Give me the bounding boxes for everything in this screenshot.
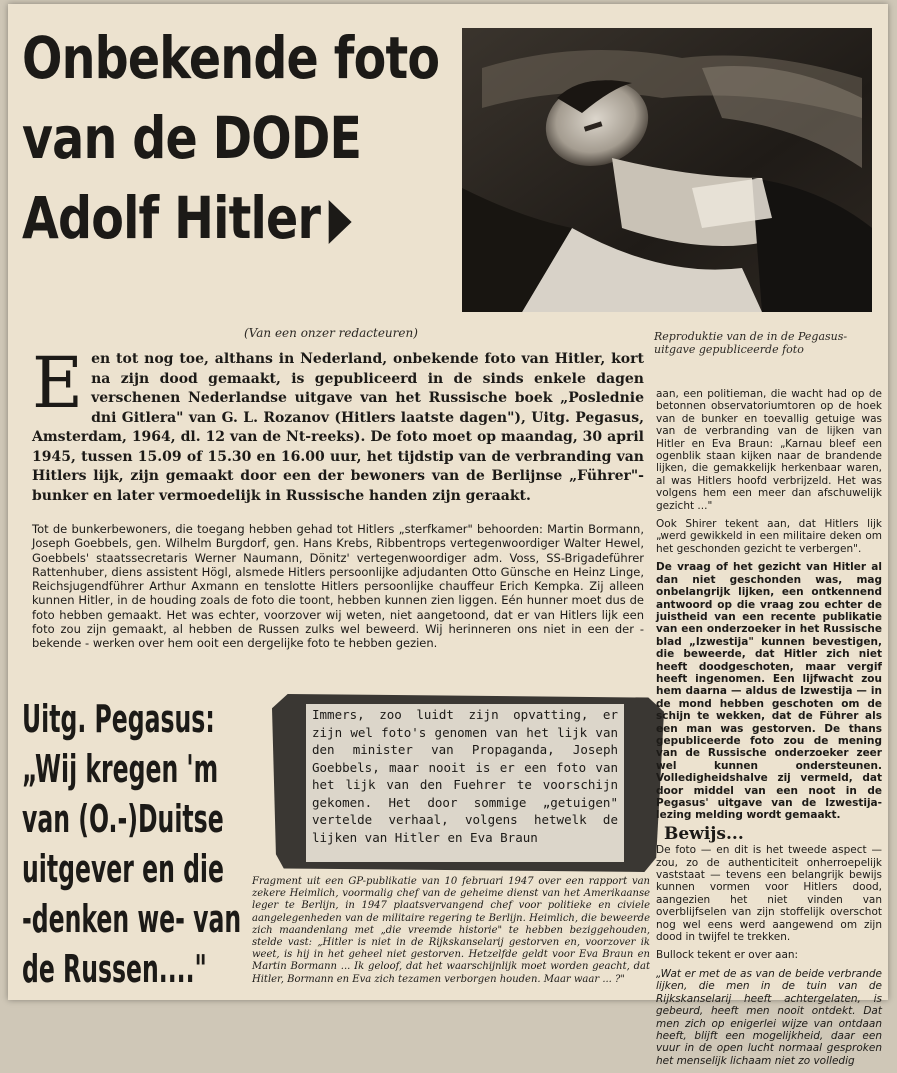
sub-headline-line-6: de Russen...."	[22, 947, 207, 991]
sub-headline-line-3: van (O.-)Duitse	[22, 797, 224, 841]
headline-line-2: van de DODE	[22, 104, 362, 172]
right-column	[656, 388, 882, 1073]
photo-illustration	[462, 28, 872, 312]
sub-headline-line-2: „Wij kregen 'm	[22, 747, 219, 791]
sub-headline-line-4: uitgever en die	[22, 847, 224, 891]
lead-paragraph	[32, 342, 644, 506]
headline	[22, 18, 440, 258]
sub-headline-line-1: Uitg. Pegasus:	[22, 697, 215, 741]
right-paragraph-1: aan, een politieman, die wacht had op de betonnen observatoriumtoren op de hoek van de bunker en toevallig getuige was van de verbranding van de lijken van Hitler en Eva Braun: „Karnau bleef een ogenblik staan kijken naar de brandende lijken, die gemakkelijk herkenbaar waren, al was Hitlers hoofd verbrijzeld. Het was volgens hem een meer dan afschuwelijk gezicht ..."	[656, 388, 882, 512]
byline: (Van een onzer redacteuren)	[244, 326, 418, 340]
quote-clipping-frame	[272, 694, 664, 872]
drop-cap: E	[32, 342, 84, 424]
headline-line-3	[22, 178, 383, 258]
quote-clipping-text: Immers, zoo luidt zijn opvatting, er zijn wel foto's genomen van het lijk van den minister van Propaganda, Joseph Goebbels, maar nooit is er een foto van het lijk van den Fuehrer te voorschijn gekomen. Het door sommige „getuigen" vertelde verhaal, volgens hetwelk de lijken van Hitler en Eva Braun	[306, 704, 624, 862]
section-heading-bewijs: Bewijs...	[664, 823, 744, 844]
body-paragraph: Tot de bunkerbewoners, die toegang hebben gehad tot Hitlers „sterfkamer" behoorden: Martin Bormann, Joseph Goebbels, gen. Wilhelm Burgdorf, gen. Hans Krebs, Ribbentrops vertegenwoordiger Walter Hewel, Goebbels' staatssecretaris Werner Naumann, Dönitz' vertegenwoordiger adm. Voss, SS-Brigadeführer Rattenhuber, diens assistent Högl, alsmede Hitlers persoonlijke adjudanten Otto Günsche en Heinz Linge, Reichsjugendführer Arthur Axmann en tenslotte Hitlers persoonlijke chauffeur Erich Kempka. Zij alleen kunnen Hitler, in de houding zoals de foto die toont, hebben kunnen zien liggen. Eén hunner moet dus de foto hebben gemaakt. Het was echter, voorzover wij weten, niet aangetoond, dat er van Hitlers lijk een foto zou zijn gemaakt, al hebben de Russen zulks wel beweerd. Wij herinneren ons niet in een der - bekende - werken over hem ooit een dergelijke foto te hebben gezien.	[32, 522, 644, 651]
headline-line-1: Onbekende foto	[22, 24, 440, 92]
right-paragraph-4: De foto — en dit is het tweede aspect — zou, zo de authenticiteit onherroepelijk vaststaat — tevens een belangrijk bewijs kunnen vormen voor Hitlers dood, aangezien het niet vinden van overblijfselen van zijn stoffelijk overschot nog wel eens werd aangewend om zijn dood in twijfel te trekken.	[656, 844, 882, 944]
lead-text: en tot nog toe, althans in Nederland, onbekende foto van Hitler, kort na zijn dood gemaakt, is gepubliceerd in de sinds enkele dagen verschenen Nederlandse uitgave van het Russische boek „Poslednie dni Gitlera" van G. L. Rozanov (Hitlers laatste dagen"), Uitg. Pegasus, Amsterdam, 1964, dl. 12 van de Nt-reeks). De foto moet op maandag, 30 april 1945, tussen 15.09 of 15.30 en 16.00 uur, het tijdstip van de verbranding van Hitlers lijk, zijn gemaakt door een der bewoners van de Berlijnse „Führer"-bunker en later vermoedelijk in Russische handen zijn geraakt.	[32, 351, 644, 504]
photo-caption: Reproduktie van de in de Pegasus-uitgave gepubliceerde foto	[654, 330, 848, 356]
right-paragraph-3: De vraag of het gezicht van Hitler al dan niet geschonden was, mag onbelangrijk lijken, een ontkennend antwoord op die vraag zou echter de juistheid van een recente publikatie van een onderzoeker in het Russische blad „Izwestija" kunnen bevestigen, die beweerde, dat Hitler zich niet heeft doodgeschoten, maar vergif heeft ingenomen. Een lijfwacht zou hem daarna — aldus de Izwestija — in de mond hebben geschoten om de schijn te wekken, dat de Führer als een man was gestorven. De thans gepubliceerde foto zou de mening van de Russische onderzoeker zeer wel kunnen ondersteunen. Volledigheidshalve zij vermeld, dat door middel van een noot in de Pegasus' uitgave van de Izwestija-lezing melding wordt gemaakt.	[656, 561, 882, 822]
right-paragraph-2: Ook Shirer tekent aan, dat Hitlers lijk „werd gewikkeld in een militaire deken om het geschonden gezicht te verbergen".	[656, 518, 882, 555]
newspaper-clipping	[8, 4, 888, 1067]
fragment-caption: Fragment uit een GP-publikatie van 10 februari 1947 over een rapport van zekere Heimlich, voormalig chef van de geheime dienst van het Amerikaanse leger te Berlijn, in 1947 plaatsvervangend chef voor politieke en civiele aangelegenheden van de militaire regering te Berlijn. Heimlich, die beweerde zich maandenlang met „die vreemde historie" te hebben beziggehouden, stelde vast: „Hitler is niet in de Rijkskanselarij gestorven en, voorzover ik weet, is hij in het geheel niet gestorven. Hetzelfde geldt voor Eva Braun en Martin Bormann ... Ik geloof, dat het waarschijnlijk moet worden geacht, dat Hitler, Bormann en Eva zich tezamen verborgen houden. Maar waar ... ?"	[252, 876, 650, 985]
hitler-photo	[462, 28, 872, 312]
arrow-right-icon	[328, 200, 351, 244]
right-paragraph-5: Bullock tekent er over aan:	[656, 949, 799, 962]
headline-line-3-text: Adolf Hitler	[22, 184, 321, 252]
sub-headline	[22, 694, 242, 994]
sub-headline-line-5: -denken we- van	[22, 897, 242, 941]
right-paragraph-6: „Wat er met de as van de beide verbrande lijken, die men in de tuin van de Rijkskanselarij heeft achtergelaten, is gebeurd, heeft men nooit ontdekt. Dat men zich op enigerlei wijze van ontdaan heeft, blijft een mogelijkheid, daar een vuur in de open lucht normaal gesproken het menselijk lichaam niet zo volledig	[656, 967, 882, 1067]
